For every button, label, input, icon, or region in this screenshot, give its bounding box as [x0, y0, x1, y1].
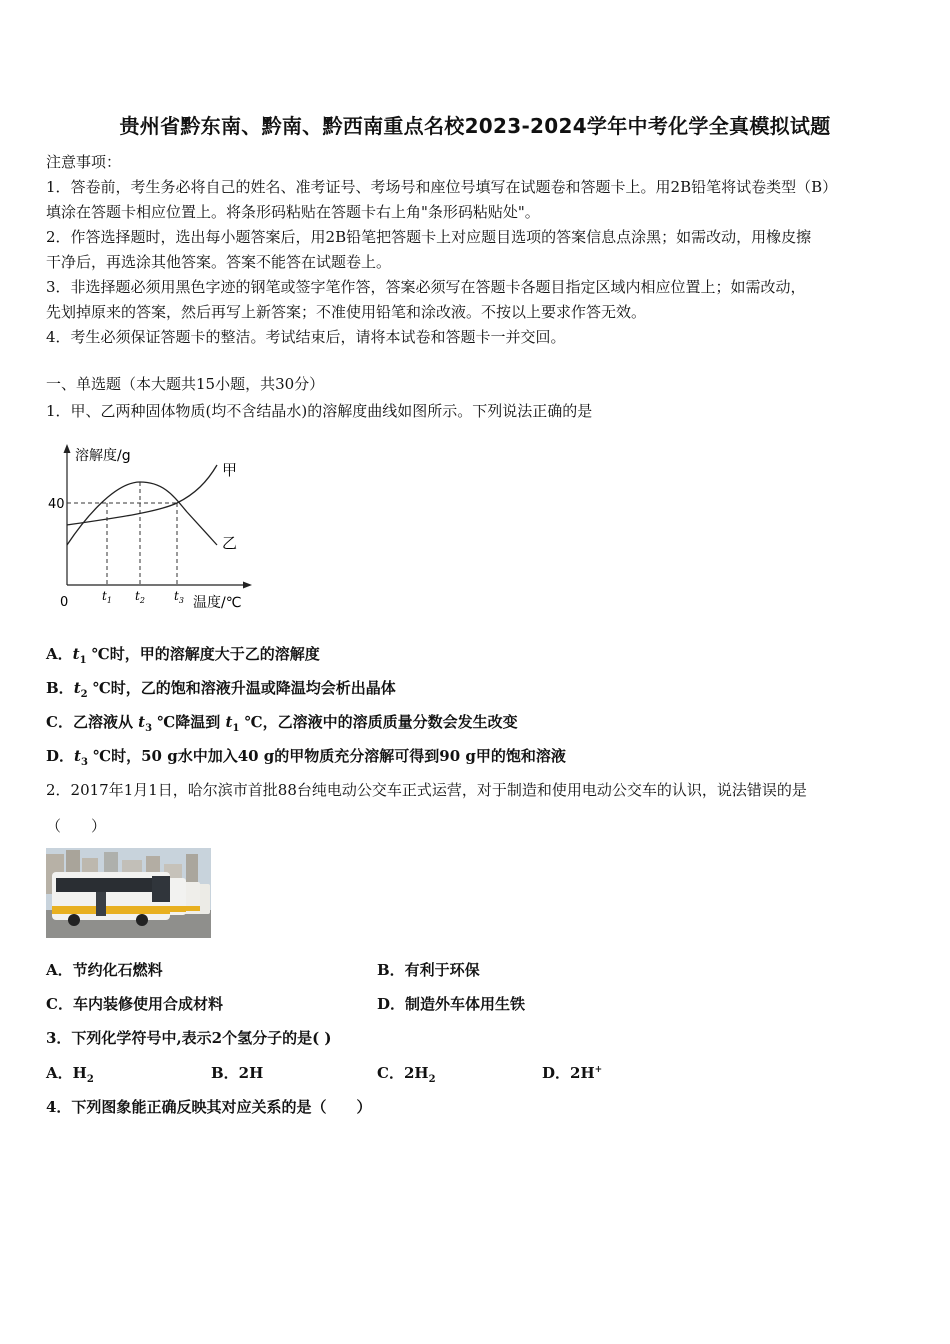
- photo-bus-windshield: [152, 876, 170, 902]
- solubility-curve-figure: [40, 440, 270, 620]
- q3-option-a: A．$H_2$: [46, 1064, 94, 1085]
- page-title: 贵州省黔东南、黔南、黔西南重点名校2023-2024学年中考化学全真模拟试题: [119, 114, 831, 138]
- y-axis-label: 溶解度/g: [75, 448, 131, 464]
- x-axis-arrow: [243, 582, 252, 589]
- label-jia: 甲: [222, 461, 238, 479]
- x-tick-t2: $t_2$: [135, 589, 145, 605]
- question-4-stem: 4．下列图象能正确反映其对应关系的是（ ）: [46, 1098, 372, 1116]
- notice-line: 3．非选择题必须用黑色字迹的钢笔或签字笔作答，答案必须写在答题卡各题目指定区域内相应位置上；如需改动，: [46, 278, 806, 296]
- notice-heading: 注意事项：: [46, 153, 122, 171]
- x-tick-t3: $t_3$: [174, 589, 184, 605]
- q2-option-d: D．制造外车体用生铁: [377, 995, 526, 1013]
- y-tick-40: 40: [48, 497, 65, 512]
- q1-option-d: D．$t_3$ ℃时，50 g水中加入40 g的甲物质充分溶解可得到90 g甲的饱和溶液: [46, 747, 566, 768]
- q1-option-c: C．乙溶液从 $t_3$ ℃降温到 $t_1$ ℃，乙溶液中的溶质质量分数会发生改变: [46, 713, 518, 734]
- photo-bus-door: [96, 892, 106, 916]
- question-3-stem: 3．下列化学符号中,表示2个氢分子的是( ): [46, 1029, 332, 1047]
- notice-line: 填涂在答题卡相应位置上。将条形码粘贴在答题卡右上角"条形码粘贴处"。: [46, 203, 540, 221]
- electric-bus-photo: [46, 848, 211, 938]
- q2-option-b: B．有利于环保: [377, 961, 480, 979]
- notice-line: 2．作答选择题时，选出每小题答案后，用2B铅笔把答题卡上对应题目选项的答案信息点涂黑；如需改动，用橡皮擦: [46, 228, 812, 246]
- notice-line: 干净后，再选涂其他答案。答案不能答在试题卷上。: [46, 253, 392, 271]
- q2-option-a: A．节约化石燃料: [46, 961, 163, 979]
- q3-option-c: C．$2H_2$: [377, 1064, 436, 1085]
- x-axis-label: 温度/℃: [193, 595, 242, 611]
- q2-option-c: C．车内装修使用合成材料: [46, 995, 223, 1013]
- notice-line: 4．考生必须保证答题卡的整洁。考试结束后，请将本试卷和答题卡一并交回。: [46, 328, 566, 346]
- notice-line: 先划掉原来的答案，然后再写上新答案；不准使用铅笔和涂改液。不按以上要求作答无效。: [46, 303, 647, 321]
- y-axis-arrow: [64, 444, 71, 453]
- label-yi: 乙: [222, 534, 238, 552]
- photo-bus-wheel: [136, 914, 148, 926]
- photo-bus-wheel: [68, 914, 80, 926]
- x-tick-t1: $t_1$: [102, 589, 112, 605]
- notice-line: 1．答卷前，考生务必将自己的姓名、准考证号、考场号和座位号填写在试题卷和答题卡上。用2B铅笔将试卷类型（B）: [46, 178, 838, 196]
- question-2-paren: （ ）: [46, 817, 107, 835]
- q3-option-b: B．2H: [211, 1064, 264, 1082]
- q3-option-d: D．2H+: [542, 1064, 603, 1082]
- origin-label: 0: [60, 595, 69, 610]
- q1-option-b: B．$t_2$ ℃时，乙的饱和溶液升温或降温均会析出晶体: [46, 679, 396, 700]
- question-1-stem: 1．甲、乙两种固体物质(均不含结晶水)的溶解度曲线如图所示。下列说法正确的是: [46, 402, 593, 420]
- q1-option-a: A．$t_1$ ℃时，甲的溶解度大于乙的溶解度: [46, 645, 320, 666]
- photo-bus-stripe: [52, 906, 170, 914]
- section-heading: 一、单选题（本大题共15小题，共30分）: [46, 375, 325, 393]
- question-2-stem: 2．2017年1月1日，哈尔滨市首批88台纯电动公交车正式运营，对于制造和使用电动公交车的认识，说法错误的是: [46, 781, 807, 799]
- photo-bus-windows: [56, 878, 152, 892]
- notice-block: [46, 150, 906, 350]
